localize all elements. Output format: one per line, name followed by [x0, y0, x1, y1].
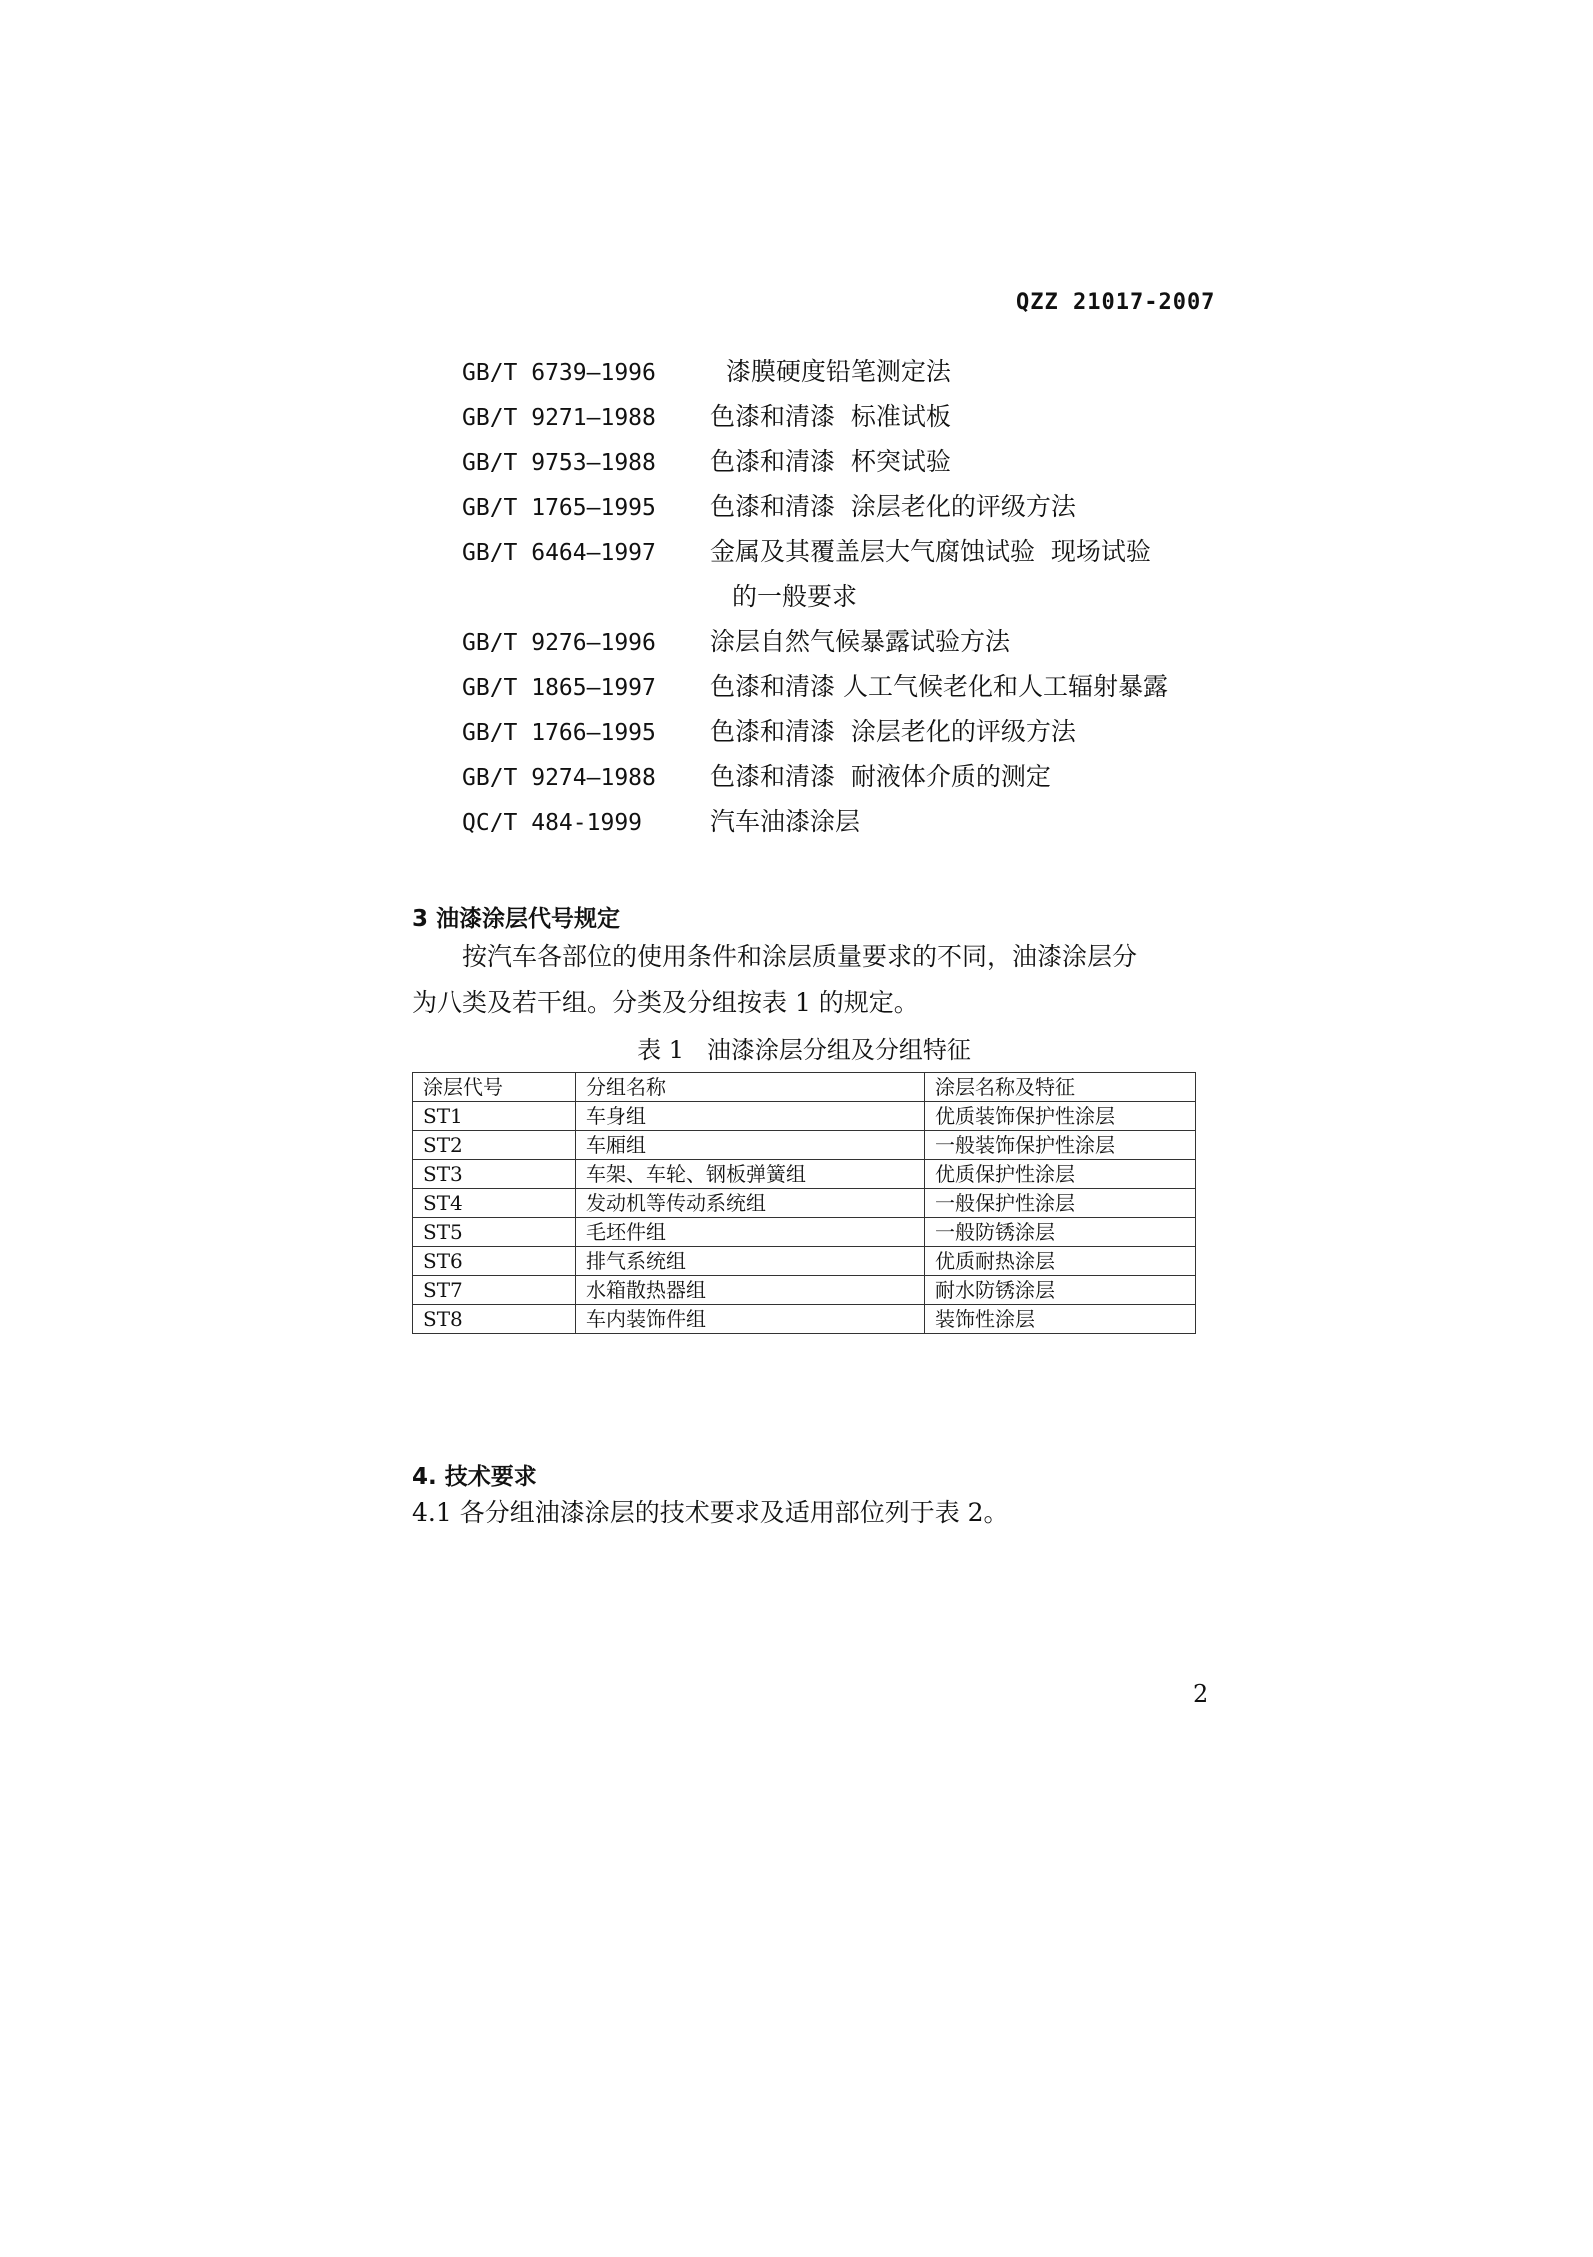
table-row — [413, 1247, 1196, 1276]
section-3-paragraph — [412, 934, 1202, 1026]
reference-item — [462, 802, 1242, 847]
table-row — [413, 1218, 1196, 1247]
table-cell: 发动机等传动系统组 — [576, 1189, 925, 1218]
table-cell: 优质耐热涂层 — [925, 1247, 1196, 1276]
reference-code: GB/T 6739—1996 — [462, 360, 656, 386]
table-header-row — [413, 1073, 1196, 1102]
reference-code: GB/T 9271—1988 — [462, 405, 656, 431]
reference-item — [462, 487, 1242, 532]
section-3-heading: 3 油漆涂层代号规定 — [412, 906, 621, 932]
table-cell: 水箱散热器组 — [576, 1276, 925, 1305]
reference-title: 汽车油漆涂层 — [710, 807, 861, 836]
reference-code: GB/T 6464—1997 — [462, 540, 656, 566]
reference-title: 色漆和清漆 涂层老化的评级方法 — [710, 492, 1076, 521]
reference-code: GB/T 1865—1997 — [462, 675, 656, 701]
table-1-caption: 表 1 油漆涂层分组及分组特征 — [637, 1036, 971, 1064]
reference-title: 色漆和清漆 涂层老化的评级方法 — [710, 717, 1076, 746]
normative-references-list — [462, 352, 1242, 847]
reference-code: GB/T 9274—1988 — [462, 765, 656, 791]
coating-groups-table — [412, 1072, 1196, 1334]
section-4-paragraph: 4.1 各分组油漆涂层的技术要求及适用部位列于表 2。 — [412, 1498, 1009, 1527]
table-row — [413, 1305, 1196, 1334]
table-cell: ST7 — [413, 1276, 576, 1305]
table-row — [413, 1189, 1196, 1218]
reference-item — [462, 667, 1242, 712]
table-cell: ST2 — [413, 1131, 576, 1160]
reference-item — [462, 757, 1242, 802]
table-cell: 优质保护性涂层 — [925, 1160, 1196, 1189]
paragraph-line: 为八类及若干组。分类及分组按表 1 的规定。 — [412, 988, 919, 1017]
reference-code: GB/T 1766—1995 — [462, 720, 656, 746]
table-cell: 车架、车轮、钢板弹簧组 — [576, 1160, 925, 1189]
table-cell: 一般防锈涂层 — [925, 1218, 1196, 1247]
reference-code: QC/T 484-1999 — [462, 810, 643, 836]
reference-title: 涂层自然气候暴露试验方法 — [710, 627, 1011, 656]
table-header-cell: 涂层代号 — [413, 1073, 576, 1102]
reference-code: GB/T 9276—1996 — [462, 630, 656, 656]
table-cell: 耐水防锈涂层 — [925, 1276, 1196, 1305]
table-cell: 车身组 — [576, 1102, 925, 1131]
reference-item — [462, 622, 1242, 667]
table-cell: 毛坯件组 — [576, 1218, 925, 1247]
table-cell: ST3 — [413, 1160, 576, 1189]
document-code: QZZ 21017-2007 — [1016, 290, 1216, 315]
table-header-cell: 涂层名称及特征 — [925, 1073, 1196, 1102]
table-row — [413, 1276, 1196, 1305]
table-header-cell: 分组名称 — [576, 1073, 925, 1102]
table-row — [413, 1131, 1196, 1160]
table-cell: ST8 — [413, 1305, 576, 1334]
paragraph-line: 按汽车各部位的使用条件和涂层质量要求的不同，油漆涂层分 — [462, 942, 1138, 971]
table-cell: 装饰性涂层 — [925, 1305, 1196, 1334]
table-row — [413, 1160, 1196, 1189]
table-cell: 一般装饰保护性涂层 — [925, 1131, 1196, 1160]
table-cell: 排气系统组 — [576, 1247, 925, 1276]
table-row — [413, 1102, 1196, 1131]
table-cell: ST5 — [413, 1218, 576, 1247]
reference-title: 色漆和清漆 标准试板 — [710, 402, 951, 431]
reference-title: 色漆和清漆 人工气候老化和人工辐射暴露 — [710, 672, 1168, 701]
reference-title-continuation: 的一般要求 — [732, 582, 858, 611]
table-cell: 车厢组 — [576, 1131, 925, 1160]
table-cell: 优质装饰保护性涂层 — [925, 1102, 1196, 1131]
table-cell: ST1 — [413, 1102, 576, 1131]
reference-code: GB/T 9753—1988 — [462, 450, 656, 476]
reference-item — [462, 352, 1242, 397]
reference-title: 色漆和清漆 耐液体介质的测定 — [710, 762, 1051, 791]
reference-item — [462, 397, 1242, 442]
page-number: 2 — [1193, 1680, 1209, 1708]
reference-code: GB/T 1765—1995 — [462, 495, 656, 521]
table-cell: 车内装饰件组 — [576, 1305, 925, 1334]
section-4-heading: 4. 技术要求 — [412, 1464, 537, 1490]
table-cell: ST4 — [413, 1189, 576, 1218]
reference-item — [462, 712, 1242, 757]
reference-item — [462, 532, 1242, 577]
reference-title: 金属及其覆盖层大气腐蚀试验 现场试验 — [710, 537, 1151, 566]
reference-item — [462, 442, 1242, 487]
table-cell: ST6 — [413, 1247, 576, 1276]
reference-title: 漆膜硬度铅笔测定法 — [710, 357, 951, 386]
reference-title: 色漆和清漆 杯突试验 — [710, 447, 951, 476]
table-cell: 一般保护性涂层 — [925, 1189, 1196, 1218]
